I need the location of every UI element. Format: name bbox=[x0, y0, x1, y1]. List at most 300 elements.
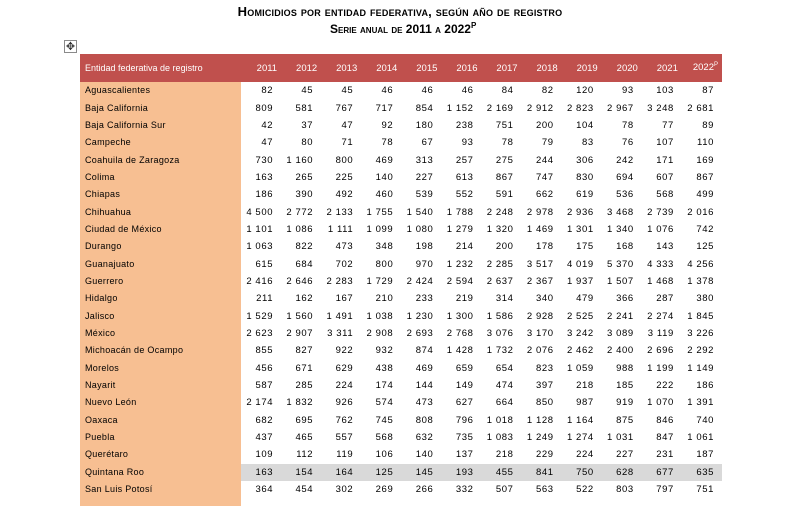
table-row[interactable] bbox=[80, 255, 722, 272]
table-row[interactable] bbox=[80, 464, 722, 481]
value-cell: 332 bbox=[455, 484, 474, 496]
value-cell: 581 bbox=[295, 102, 314, 114]
value-cell: 808 bbox=[415, 414, 434, 426]
value-cell: 469 bbox=[375, 154, 394, 166]
entity-name-cell: Aguascalientes bbox=[85, 85, 151, 96]
value-cell: 77 bbox=[662, 119, 674, 131]
value-cell: 218 bbox=[495, 449, 514, 461]
value-cell: 218 bbox=[576, 380, 594, 392]
value-cell: 390 bbox=[295, 189, 314, 201]
value-cell: 2 912 bbox=[526, 102, 554, 114]
value-cell: 2 907 bbox=[286, 327, 314, 339]
value-cell: 855 bbox=[255, 345, 274, 357]
table-row[interactable] bbox=[80, 273, 722, 290]
value-cell: 1 061 bbox=[687, 432, 714, 444]
value-cell: 460 bbox=[375, 189, 394, 201]
table-row[interactable] bbox=[80, 238, 722, 255]
value-cell: 2 936 bbox=[566, 206, 594, 218]
value-cell: 568 bbox=[656, 189, 674, 201]
value-cell: 2 637 bbox=[486, 275, 514, 287]
value-cell: 926 bbox=[335, 397, 354, 409]
value-cell: 1 937 bbox=[566, 275, 594, 287]
year-column-header bbox=[602, 54, 642, 82]
value-cell: 557 bbox=[335, 432, 354, 444]
value-cell: 238 bbox=[455, 119, 474, 131]
table-body bbox=[80, 82, 722, 498]
value-cell: 717 bbox=[375, 102, 394, 114]
value-cell: 796 bbox=[455, 414, 474, 426]
value-cell: 438 bbox=[375, 362, 394, 374]
value-cell: 619 bbox=[576, 189, 594, 201]
value-cell: 3 311 bbox=[327, 327, 354, 339]
value-cell: 266 bbox=[415, 484, 434, 496]
value-cell: 568 bbox=[375, 432, 394, 444]
value-cell: 1 491 bbox=[326, 310, 354, 322]
value-cell: 552 bbox=[455, 189, 474, 201]
value-cell: 2 292 bbox=[687, 345, 714, 357]
entity-name-cell: Chihuahua bbox=[85, 206, 132, 217]
table-row[interactable] bbox=[80, 360, 722, 377]
value-cell: 1 428 bbox=[446, 345, 474, 357]
value-cell: 4 019 bbox=[566, 258, 594, 270]
value-cell: 348 bbox=[375, 241, 394, 253]
value-cell: 797 bbox=[656, 484, 674, 496]
value-cell: 1 560 bbox=[286, 310, 314, 322]
value-cell: 2 174 bbox=[246, 397, 274, 409]
value-cell: 522 bbox=[576, 484, 594, 496]
table-row[interactable] bbox=[80, 82, 722, 99]
value-cell: 607 bbox=[656, 171, 674, 183]
value-cell: 229 bbox=[535, 449, 554, 461]
value-cell: 162 bbox=[295, 293, 314, 305]
value-cell: 867 bbox=[696, 171, 714, 183]
value-cell: 1 111 bbox=[327, 223, 354, 235]
value-cell: 2 696 bbox=[647, 345, 674, 357]
year-label: 2017 bbox=[496, 62, 518, 74]
value-cell: 750 bbox=[562, 464, 602, 481]
value-cell: 231 bbox=[656, 449, 674, 461]
entity-name-cell: Chiapas bbox=[85, 189, 121, 200]
value-cell: 84 bbox=[501, 85, 514, 97]
value-cell: 1 086 bbox=[286, 223, 314, 235]
value-cell: 82 bbox=[261, 85, 274, 97]
value-cell: 1 128 bbox=[526, 414, 554, 426]
value-cell: 5 370 bbox=[607, 258, 634, 270]
value-cell: 747 bbox=[535, 171, 554, 183]
table-row[interactable] bbox=[80, 134, 722, 151]
value-cell: 143 bbox=[656, 241, 674, 253]
value-cell: 1 031 bbox=[607, 432, 634, 444]
value-cell: 1 378 bbox=[687, 275, 714, 287]
year-column-header bbox=[682, 54, 722, 82]
table-row[interactable] bbox=[80, 481, 722, 498]
value-cell: 106 bbox=[375, 449, 394, 461]
value-cell: 163 bbox=[241, 464, 281, 481]
year-label: 2015 bbox=[416, 62, 438, 74]
value-cell: 163 bbox=[255, 171, 274, 183]
value-cell: 735 bbox=[455, 432, 474, 444]
table-row[interactable] bbox=[80, 221, 722, 238]
value-cell: 684 bbox=[295, 258, 314, 270]
value-cell: 2 978 bbox=[526, 206, 554, 218]
value-cell: 168 bbox=[616, 241, 634, 253]
entity-column-header: Entidad federativa de registro bbox=[85, 63, 203, 73]
value-cell: 78 bbox=[381, 137, 394, 149]
value-cell: 210 bbox=[375, 293, 394, 305]
value-cell: 1 038 bbox=[366, 310, 394, 322]
value-cell: 841 bbox=[522, 464, 562, 481]
year-column-header bbox=[321, 54, 361, 82]
value-cell: 2 693 bbox=[406, 327, 434, 339]
value-cell: 987 bbox=[576, 397, 594, 409]
value-cell: 193 bbox=[441, 464, 481, 481]
value-cell: 970 bbox=[415, 258, 434, 270]
value-cell: 285 bbox=[295, 380, 314, 392]
value-cell: 46 bbox=[461, 85, 474, 97]
table-row[interactable] bbox=[80, 446, 722, 463]
value-cell: 104 bbox=[576, 119, 594, 131]
value-cell: 1 755 bbox=[366, 206, 394, 218]
entity-name-cell: San Luis Potosí bbox=[85, 484, 153, 495]
value-cell: 1 152 bbox=[446, 102, 474, 114]
value-cell: 242 bbox=[616, 154, 634, 166]
table-move-handle-icon[interactable]: ✥ bbox=[65, 40, 76, 53]
value-cell: 730 bbox=[255, 154, 274, 166]
value-cell: 200 bbox=[495, 241, 514, 253]
value-cell: 2 400 bbox=[607, 345, 634, 357]
value-cell: 42 bbox=[261, 119, 274, 131]
value-cell: 702 bbox=[335, 258, 354, 270]
preliminary-mark: P bbox=[713, 62, 718, 69]
entity-name-cell: Colima bbox=[85, 171, 115, 182]
value-cell: 800 bbox=[335, 154, 354, 166]
value-cell: 76 bbox=[622, 137, 634, 149]
year-column-header bbox=[401, 54, 441, 82]
value-cell: 1 149 bbox=[687, 362, 714, 374]
value-cell: 1 340 bbox=[607, 223, 634, 235]
value-cell: 507 bbox=[495, 484, 514, 496]
value-cell: 178 bbox=[535, 241, 554, 253]
table-row[interactable] bbox=[80, 186, 722, 203]
value-cell: 198 bbox=[415, 241, 434, 253]
value-cell: 222 bbox=[656, 380, 674, 392]
value-cell: 2 646 bbox=[286, 275, 314, 287]
value-cell: 275 bbox=[495, 154, 514, 166]
value-cell: 847 bbox=[656, 432, 674, 444]
value-cell: 2 274 bbox=[647, 310, 674, 322]
year-label: 2022 bbox=[692, 62, 714, 74]
value-cell: 93 bbox=[622, 85, 634, 97]
value-cell: 874 bbox=[415, 345, 434, 357]
value-cell: 180 bbox=[415, 119, 434, 131]
table-row[interactable] bbox=[80, 342, 722, 359]
value-cell: 456 bbox=[255, 362, 274, 374]
value-cell: 469 bbox=[415, 362, 434, 374]
value-cell: 1 586 bbox=[486, 310, 514, 322]
table-row[interactable] bbox=[80, 169, 722, 186]
value-cell: 46 bbox=[381, 85, 394, 97]
value-cell: 4 333 bbox=[647, 258, 674, 270]
homicides-table bbox=[80, 54, 722, 498]
value-cell: 2 823 bbox=[566, 102, 594, 114]
value-cell: 632 bbox=[415, 432, 434, 444]
value-cell: 1 164 bbox=[566, 414, 594, 426]
table-row[interactable] bbox=[80, 307, 722, 324]
value-cell: 3 248 bbox=[647, 102, 674, 114]
value-cell: 803 bbox=[616, 484, 634, 496]
table-row[interactable] bbox=[80, 117, 722, 134]
value-cell: 1 063 bbox=[246, 241, 274, 253]
value-cell: 45 bbox=[341, 85, 354, 97]
year-label: 2013 bbox=[336, 62, 358, 74]
value-cell: 186 bbox=[255, 189, 274, 201]
value-cell: 473 bbox=[335, 241, 354, 253]
value-cell: 92 bbox=[381, 119, 394, 131]
value-cell: 2 739 bbox=[647, 206, 674, 218]
value-cell: 591 bbox=[495, 189, 514, 201]
value-cell: 313 bbox=[415, 154, 434, 166]
value-cell: 2 772 bbox=[286, 206, 314, 218]
value-cell: 2 367 bbox=[526, 275, 554, 287]
value-cell: 125 bbox=[361, 464, 401, 481]
value-cell: 1 059 bbox=[566, 362, 594, 374]
value-cell: 3 226 bbox=[687, 327, 714, 339]
value-cell: 171 bbox=[656, 154, 674, 166]
value-cell: 224 bbox=[576, 449, 594, 461]
entity-name-cell: Guerrero bbox=[85, 275, 124, 286]
value-cell: 125 bbox=[696, 241, 714, 253]
value-cell: 1 232 bbox=[446, 258, 474, 270]
value-cell: 932 bbox=[375, 345, 394, 357]
value-cell: 2 285 bbox=[486, 258, 514, 270]
value-cell: 140 bbox=[375, 171, 394, 183]
value-cell: 2 016 bbox=[687, 206, 714, 218]
value-cell: 107 bbox=[656, 137, 674, 149]
value-cell: 474 bbox=[495, 380, 514, 392]
value-cell: 214 bbox=[455, 241, 474, 253]
value-cell: 2 928 bbox=[526, 310, 554, 322]
value-cell: 186 bbox=[696, 380, 714, 392]
table-row[interactable] bbox=[80, 99, 722, 116]
table-row[interactable] bbox=[80, 377, 722, 394]
value-cell: 2 416 bbox=[246, 275, 274, 287]
value-cell: 867 bbox=[495, 171, 514, 183]
value-cell: 437 bbox=[255, 432, 274, 444]
value-cell: 225 bbox=[335, 171, 354, 183]
value-cell: 93 bbox=[461, 137, 474, 149]
value-cell: 922 bbox=[335, 345, 354, 357]
value-cell: 269 bbox=[375, 484, 394, 496]
subtitle-text: Serie anual de 2011 a 2022 bbox=[330, 22, 471, 36]
year-column-header bbox=[361, 54, 401, 82]
value-cell: 71 bbox=[341, 137, 354, 149]
document-subtitle bbox=[330, 21, 476, 36]
value-cell: 629 bbox=[335, 362, 354, 374]
value-cell: 380 bbox=[696, 293, 714, 305]
value-cell: 1 274 bbox=[566, 432, 594, 444]
value-cell: 4 500 bbox=[246, 206, 274, 218]
value-cell: 574 bbox=[375, 397, 394, 409]
value-cell: 919 bbox=[616, 397, 634, 409]
value-cell: 563 bbox=[535, 484, 554, 496]
year-label: 2016 bbox=[456, 62, 478, 74]
year-label: 2011 bbox=[256, 62, 278, 74]
value-cell: 695 bbox=[295, 414, 314, 426]
value-cell: 1 540 bbox=[406, 206, 434, 218]
value-cell: 751 bbox=[696, 484, 714, 496]
value-cell: 89 bbox=[702, 119, 714, 131]
entity-name-cell: Oaxaca bbox=[85, 414, 118, 425]
entity-name-cell: Guanajuato bbox=[85, 258, 135, 269]
table-row[interactable] bbox=[80, 429, 722, 446]
year-label: 2014 bbox=[376, 62, 398, 74]
year-column-header bbox=[441, 54, 481, 82]
value-cell: 67 bbox=[421, 137, 434, 149]
value-cell: 822 bbox=[295, 241, 314, 253]
entity-name-cell: Jalisco bbox=[85, 310, 115, 321]
value-cell: 167 bbox=[335, 293, 354, 305]
value-cell: 454 bbox=[295, 484, 314, 496]
entity-name-cell: Baja California Sur bbox=[85, 119, 166, 130]
value-cell: 1 083 bbox=[486, 432, 514, 444]
value-cell: 80 bbox=[301, 137, 314, 149]
value-cell: 211 bbox=[256, 293, 274, 305]
value-cell: 154 bbox=[281, 464, 321, 481]
value-cell: 1 529 bbox=[246, 310, 274, 322]
preliminary-mark: P bbox=[470, 21, 477, 30]
value-cell: 366 bbox=[616, 293, 634, 305]
value-cell: 87 bbox=[702, 85, 714, 97]
value-cell: 671 bbox=[295, 362, 314, 374]
value-cell: 1 468 bbox=[647, 275, 674, 287]
value-cell: 2 241 bbox=[607, 310, 634, 322]
value-cell: 120 bbox=[576, 85, 594, 97]
value-cell: 227 bbox=[415, 171, 434, 183]
year-column-header bbox=[481, 54, 521, 82]
value-cell: 119 bbox=[336, 449, 354, 461]
data-table-container bbox=[80, 54, 722, 506]
value-cell: 314 bbox=[495, 293, 514, 305]
value-cell: 1 732 bbox=[486, 345, 514, 357]
value-cell: 2 908 bbox=[366, 327, 394, 339]
value-cell: 479 bbox=[576, 293, 594, 305]
year-column-header bbox=[281, 54, 321, 82]
entity-name-cell: Coahuila de Zaragoza bbox=[85, 154, 180, 165]
table-row[interactable] bbox=[80, 203, 722, 220]
year-label: 2018 bbox=[536, 62, 558, 74]
value-cell: 200 bbox=[535, 119, 554, 131]
value-cell: 745 bbox=[375, 414, 394, 426]
value-cell: 662 bbox=[535, 189, 554, 201]
value-cell: 850 bbox=[535, 397, 554, 409]
value-cell: 455 bbox=[481, 464, 521, 481]
value-cell: 140 bbox=[415, 449, 434, 461]
value-cell: 1 249 bbox=[526, 432, 554, 444]
value-cell: 45 bbox=[301, 85, 314, 97]
table-row[interactable] bbox=[80, 151, 722, 168]
value-cell: 219 bbox=[455, 293, 474, 305]
value-cell: 364 bbox=[255, 484, 274, 496]
value-cell: 2 967 bbox=[607, 102, 634, 114]
value-cell: 287 bbox=[656, 293, 674, 305]
value-cell: 827 bbox=[295, 345, 314, 357]
value-cell: 762 bbox=[335, 414, 354, 426]
value-cell: 3 242 bbox=[566, 327, 594, 339]
value-cell: 1 230 bbox=[406, 310, 434, 322]
value-cell: 169 bbox=[696, 154, 714, 166]
value-cell: 109 bbox=[255, 449, 274, 461]
value-cell: 82 bbox=[541, 85, 554, 97]
entity-name-cell: Nayarit bbox=[85, 380, 116, 391]
value-cell: 306 bbox=[576, 154, 594, 166]
value-cell: 112 bbox=[296, 449, 314, 461]
value-cell: 742 bbox=[696, 223, 714, 235]
value-cell: 2 283 bbox=[326, 275, 354, 287]
table-row[interactable] bbox=[80, 394, 722, 411]
entity-name-cell: Michoacán de Ocampo bbox=[85, 345, 184, 356]
value-cell: 854 bbox=[415, 102, 434, 114]
entity-name-cell: Campeche bbox=[85, 137, 131, 148]
entity-name-cell: Querétaro bbox=[85, 449, 129, 460]
value-cell: 2 248 bbox=[486, 206, 514, 218]
value-cell: 46 bbox=[421, 85, 434, 97]
value-cell: 265 bbox=[295, 171, 314, 183]
value-cell: 809 bbox=[255, 102, 274, 114]
value-cell: 587 bbox=[255, 380, 274, 392]
value-cell: 1 018 bbox=[486, 414, 514, 426]
entity-name-cell: Durango bbox=[85, 241, 122, 252]
value-cell: 677 bbox=[642, 464, 682, 481]
value-cell: 659 bbox=[455, 362, 474, 374]
value-cell: 499 bbox=[696, 189, 714, 201]
table-row[interactable] bbox=[80, 290, 722, 307]
entity-name-cell: México bbox=[85, 327, 116, 338]
table-row[interactable] bbox=[80, 412, 722, 429]
value-cell: 1 070 bbox=[647, 397, 674, 409]
value-cell: 1 832 bbox=[286, 397, 314, 409]
value-cell: 800 bbox=[375, 258, 394, 270]
value-cell: 1 301 bbox=[566, 223, 594, 235]
value-cell: 1 199 bbox=[647, 362, 674, 374]
value-cell: 1 300 bbox=[446, 310, 474, 322]
table-row[interactable] bbox=[80, 325, 722, 342]
value-cell: 110 bbox=[697, 137, 714, 149]
value-cell: 79 bbox=[541, 137, 554, 149]
value-cell: 823 bbox=[535, 362, 554, 374]
value-cell: 2 623 bbox=[246, 327, 274, 339]
year-column-header bbox=[642, 54, 682, 82]
value-cell: 2 169 bbox=[486, 102, 514, 114]
value-cell: 257 bbox=[455, 154, 474, 166]
value-cell: 3 170 bbox=[526, 327, 554, 339]
year-column-header bbox=[522, 54, 562, 82]
value-cell: 174 bbox=[375, 380, 394, 392]
value-cell: 751 bbox=[495, 119, 514, 131]
year-label: 2019 bbox=[576, 62, 598, 74]
value-cell: 83 bbox=[581, 137, 594, 149]
value-cell: 2 681 bbox=[687, 102, 714, 114]
value-cell: 3 076 bbox=[486, 327, 514, 339]
value-cell: 2 133 bbox=[326, 206, 354, 218]
value-cell: 227 bbox=[616, 449, 634, 461]
value-cell: 2 424 bbox=[406, 275, 434, 287]
value-cell: 846 bbox=[656, 414, 674, 426]
entity-name-cell: Baja California bbox=[85, 102, 149, 113]
entity-name-cell: Nuevo León bbox=[85, 397, 137, 408]
value-cell: 78 bbox=[622, 119, 634, 131]
value-cell: 740 bbox=[696, 414, 714, 426]
entity-name-cell: Ciudad de México bbox=[85, 223, 162, 234]
